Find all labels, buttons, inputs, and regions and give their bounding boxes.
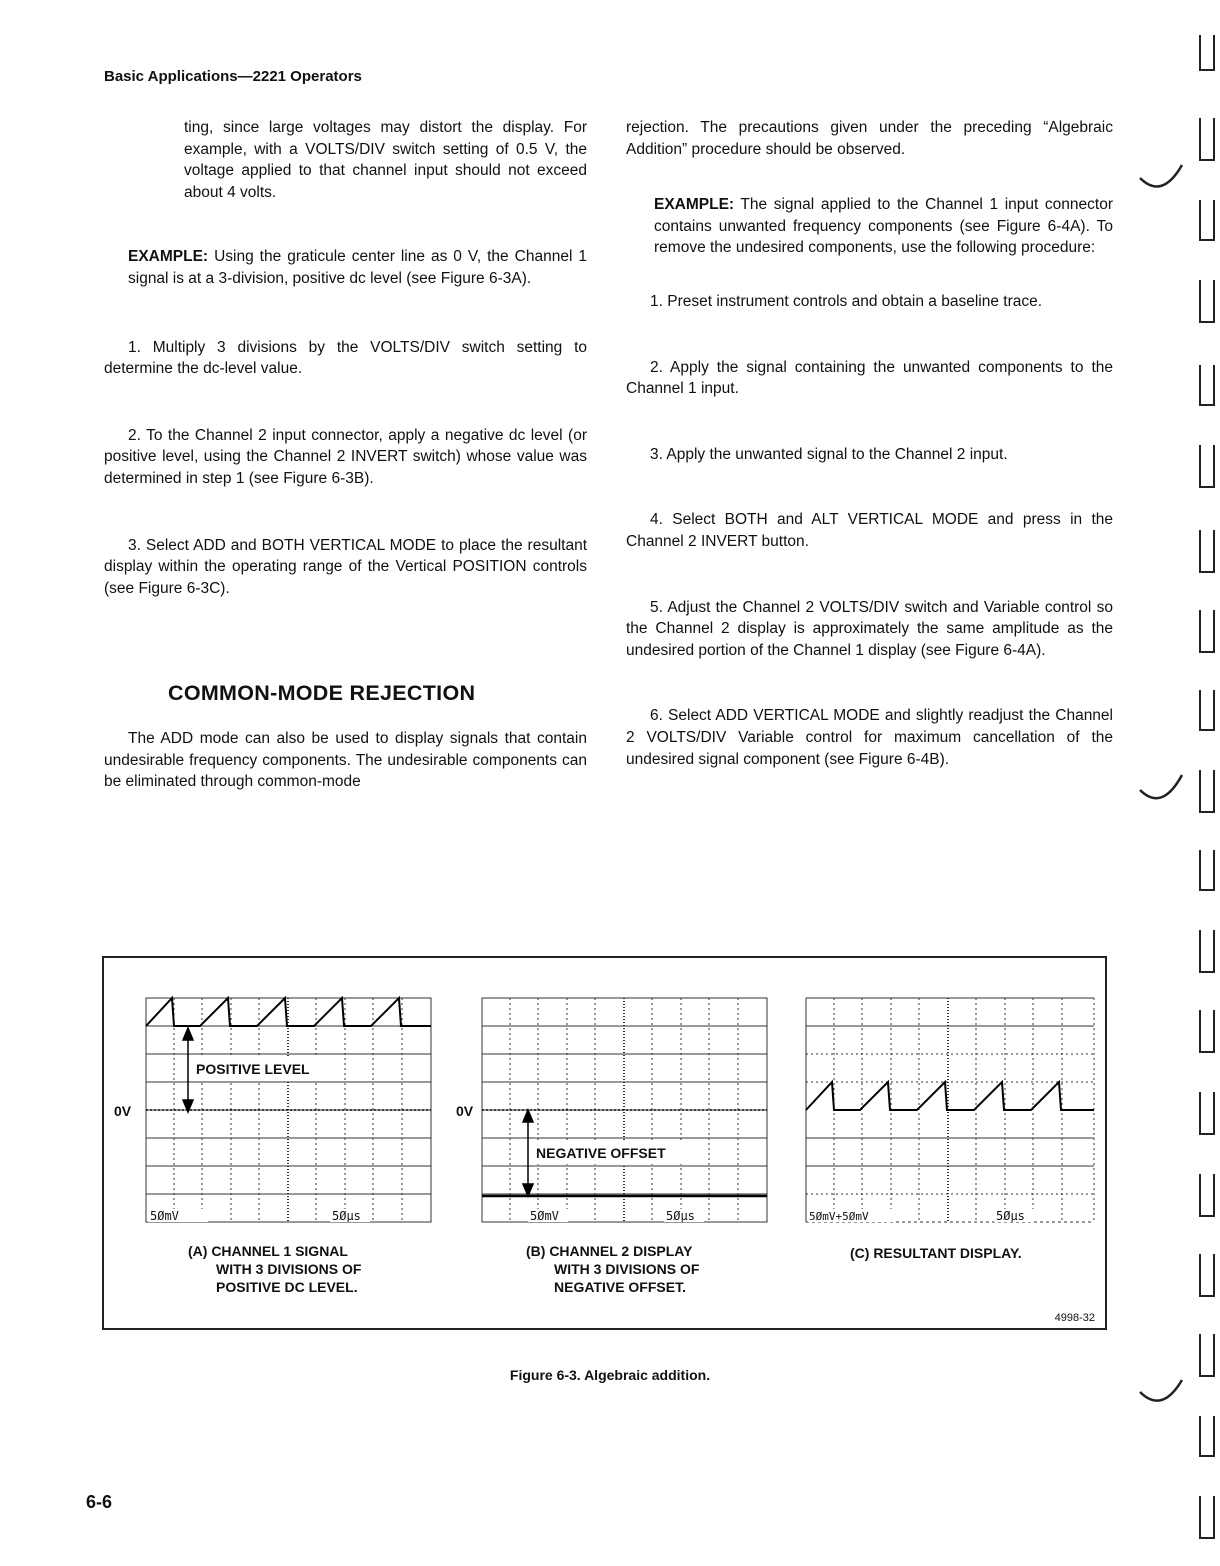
sawtooth-trace-c: [806, 1082, 1094, 1110]
readout-time-a: 5Øµs: [332, 1209, 361, 1223]
right-example-label: EXAMPLE:: [654, 196, 735, 214]
right-step-3: 3. Apply the unwanted signal to the Channel 2 input.: [650, 445, 1008, 463]
left-step-1: 1. Multiply 3 divisions by the VOLTS/DIV switch setting to determine the dc-level value.: [104, 338, 587, 378]
left-example-label: EXAMPLE:: [128, 248, 209, 266]
left-paragraph-2: The ADD mode can also be used to display signals that contain undesirable frequency components. The undesirable components can be eliminated through common-mode: [104, 729, 587, 791]
running-header: Basic Applications—2221 Operators: [104, 68, 362, 85]
section-heading: COMMON-MODE REJECTION: [168, 681, 476, 706]
readout-volts-c: 5ØmV+5ØmV: [809, 1210, 869, 1223]
figure-id: 4998-32: [1054, 1312, 1095, 1324]
figure-box: [102, 956, 1107, 1330]
readout-volts-b: 5ØmV: [530, 1209, 559, 1223]
caption-b: [526, 1242, 699, 1296]
caption-a-line-2: WITH 3 DIVISIONS OF: [216, 1261, 362, 1277]
right-step-6: 6. Select ADD VERTICAL MODE and slightly readjust the Channel 2 VOLTS/DIV Variable control for maximum cancellation of the undesired signal component (see Figure 6-4B).: [626, 707, 1113, 768]
figure-title: Figure 6-3. Algebraic addition.: [509, 1367, 711, 1383]
left-example-text: Using the graticule center line as 0 V, the Channel 1 signal is at a 3-division, positive dc level (see Figure 6-3A).: [128, 248, 587, 287]
left-step-2: 2. To the Channel 2 input connector, apply a negative dc level (or positive level, using the Channel 2 INVERT switch) whose value was determined in step 1 (see Figure 6-3B).: [104, 426, 587, 487]
caption-a-line-1: (A) CHANNEL 1 SIGNAL: [188, 1243, 348, 1259]
caption-a-line-3: POSITIVE DC LEVEL.: [216, 1279, 358, 1295]
left-step-3: 3. Select ADD and BOTH VERTICAL MODE to place the resultant display within the operating range of the Vertical POSITION controls (see Figure 6-3C).: [104, 536, 587, 597]
right-column: [626, 117, 1113, 770]
ov-label-a: 0V: [114, 1103, 132, 1119]
up-arrow-a: [183, 1028, 193, 1112]
readout-time-c: 5Øµs: [996, 1209, 1025, 1223]
sawtooth-trace-a: [146, 998, 431, 1026]
left-column: [104, 117, 587, 793]
binder-edge-marks: [1110, 0, 1220, 1566]
readout-time-b: 5Øµs: [666, 1209, 695, 1223]
right-step-4: 4. Select BOTH and ALT VERTICAL MODE and press in the Channel 2 INVERT button.: [626, 511, 1113, 550]
scope-panel-a: [112, 990, 442, 1230]
scope-panel-b: [444, 990, 774, 1230]
caption-c-line-1: (C) RESULTANT DISPLAY.: [850, 1245, 1022, 1261]
right-example: [626, 194, 1113, 259]
caption-b-line-3: NEGATIVE OFFSET.: [554, 1279, 686, 1295]
caption-b-line-2: WITH 3 DIVISIONS OF: [554, 1261, 700, 1277]
annotation-positive-level: POSITIVE LEVEL: [196, 1061, 310, 1077]
caption-c: [850, 1244, 1022, 1262]
annotation-negative-offset: NEGATIVE OFFSET: [536, 1145, 666, 1161]
down-arrow-b: [523, 1110, 533, 1196]
left-paragraph-1: ting, since large voltages may distort the display. For example, with a VOLTS/DIV switch setting of 0.5 V, the voltage applied to that channel input should not exceed about 4 volts.: [184, 119, 587, 201]
scope-panel-c: [772, 990, 1102, 1230]
left-example: [104, 246, 587, 289]
caption-b-line-1: (B) CHANNEL 2 DISPLAY: [526, 1243, 693, 1259]
right-step-1: 1. Preset instrument controls and obtain a baseline trace.: [650, 292, 1043, 310]
right-paragraph-1: rejection. The precautions given under the preceding “Algebraic Addition” procedure should be observed.: [626, 119, 1113, 158]
readout-volts-a: 5ØmV: [150, 1209, 179, 1223]
right-example-text: The signal applied to the Channel 1 input connector contains unwanted frequency components (see Figure 6-4A). To remove the undesired components, use the following procedure:: [654, 196, 1113, 257]
page-number: 6-6: [86, 1492, 113, 1512]
ov-label-b: 0V: [456, 1103, 474, 1119]
caption-a: [188, 1242, 361, 1296]
right-step-5: 5. Adjust the Channel 2 VOLTS/DIV switch and Variable control so the Channel 2 display is approximately the same amplitude as the undesired portion of the Channel 1 display (see Figure 6-4A).: [626, 598, 1113, 659]
right-step-2: 2. Apply the signal containing the unwanted components to the Channel 1 input.: [626, 358, 1113, 398]
